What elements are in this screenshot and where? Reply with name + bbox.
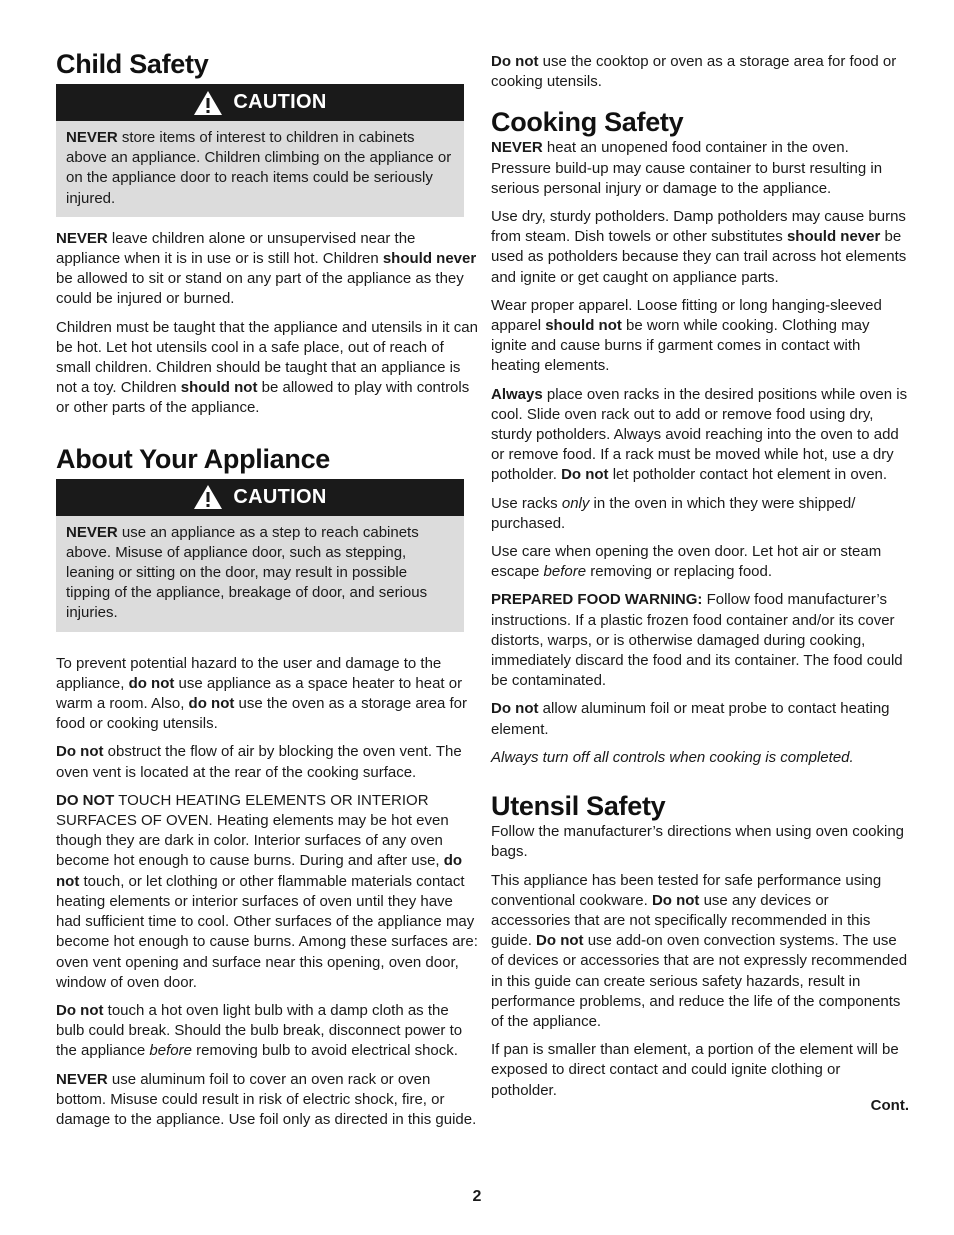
utensil-safety-heading: Utensil Safety (491, 791, 666, 822)
cooking-safety-body (491, 138, 909, 768)
warning-triangle-icon (193, 484, 223, 510)
caution-text: NEVER use an appliance as a step to reach cabinets above. Misuse of appliance door, such as stepping, leaning or sitting on the door, may result in possible tipping of the appliance, breakage of door, and serious injuries. (66, 523, 428, 622)
body-paragraph: Do not allow aluminum foil or meat probe to contact heating element. (491, 700, 890, 738)
child-safety-heading: Child Safety (56, 49, 209, 79)
left-column (56, 48, 478, 1138)
body-paragraph: Use dry, sturdy potholders. Damp potholders may cause burns from steam. Dish towels or other substitutes should never be used as potholders because they can trail across hot elements and ignite or get caught on appliance parts. (491, 208, 907, 286)
body-paragraph: DO NOT TOUCH HEATING ELEMENTS OR INTERIOR SURFACES OF OVEN. Heating elements may be hot even though they are dark in color. Interior surfaces of any oven become hot enough to cause burns. During and after use, do not touch, or let clothing or other flammable materials contact heating elements or interior surfaces of oven until they have had sufficient time to cool. Other surfaces of the appliance may become hot enough to cause burns. Among these surfaces are: oven vent opening and surface near this opening, oven door, window of oven door. (56, 791, 478, 991)
caution-label: CAUTION (233, 91, 327, 113)
body-paragraph: NEVER use aluminum foil to cover an oven rack or oven bottom. Misuse could result in risk of electric shock, fire, or damage to the appliance. Use foil only as directed in this guide. (56, 1070, 477, 1128)
body-paragraph: Always turn off all controls when cooking is completed. (491, 748, 854, 766)
body-paragraph: Use racks only in the oven in which they were shipped/ purchased. (491, 494, 856, 532)
page-number: 2 (472, 1188, 482, 1205)
about-appliance-body (56, 654, 478, 1130)
cooking-safety-heading: Cooking Safety (491, 107, 684, 138)
body-paragraph: PREPARED FOOD WARNING: Follow food manufacturer’s instructions. If a plastic frozen food container and/or its cover distorts, warps, or is otherwise damaged during cooking, immediately discard the food and its container. The food could be contaminated. (491, 591, 903, 690)
body-paragraph: NEVER leave children alone or unsupervised near the appliance when it is in use or is still hot. Children should never be allowed to sit or stand on any part of the appliance as they could be injured or burned. (56, 229, 477, 308)
caution-box (56, 516, 464, 632)
child-safety-body (56, 229, 478, 419)
caution-banner (56, 84, 464, 121)
body-paragraph: NEVER heat an unopened food container in the oven. Pressure build-up may cause container to burst resulting in serious personal injury or damage to the appliance. (491, 139, 883, 197)
body-paragraph: Children must be taught that the appliance and utensils in it can be hot. Let hot utensils cool in a safe place, out of reach of small children. Children should be taught that an appliance is not a toy. Children should not be allowed to play with controls or other parts of the appliance. (56, 318, 478, 417)
utensil-safety-body (491, 822, 909, 1101)
caution-text: NEVER store items of interest to children in cabinets above an appliance. Children climbing on the appliance or on the appliance door to reach items could be seriously injured. (66, 129, 452, 207)
warning-triangle-icon (193, 90, 223, 116)
right-column (491, 52, 909, 1114)
body-paragraph: Wear proper apparel. Loose fitting or long hanging-sleeved apparel should not be worn while cooking. Clothing may ignite and cause burns if garment comes in contact with heating elements. (491, 296, 882, 375)
caution-label: CAUTION (233, 485, 327, 508)
body-paragraph: If pan is smaller than element, a portion of the element will be exposed to direct contact and could ignite clothing or potholder. (491, 1041, 899, 1099)
body-paragraph: Follow the manufacturer’s directions when using oven cooking bags. (491, 823, 905, 861)
caution-box (56, 121, 464, 217)
body-paragraph: This appliance has been tested for safe performance using conventional cookware. Do not use any devices or accessories that are not specifically recommended in this guide. Do not use add-on oven convection systems. The use of devices or accessories that are not expressly recommended in this guide can create serious safety hazards, result in performance problems, and reduce the life of the components of the appliance. (491, 871, 908, 1030)
body-paragraph: Always place oven racks in the desired positions while oven is cool. Slide oven rack out to add or remove food using dry, sturdy potholders. Always avoid reaching into the oven to add or remove food. If a rack must be moved while hot, use a dry potholder. Do not let potholder contact hot element in oven. (491, 385, 908, 484)
continued-label: Cont. (870, 1096, 909, 1114)
caution-banner (56, 479, 464, 516)
intro-paragraph: Do not use the cooktop or oven as a storage area for food or cooking utensils. (491, 53, 897, 91)
about-appliance-heading: About Your Appliance (56, 443, 331, 474)
body-paragraph: Do not touch a hot oven light bulb with a damp cloth as the bulb could break. Should the bulb break, disconnect power to the appliance before removing bulb to avoid electrical shock. (56, 1001, 463, 1060)
body-paragraph: Use care when opening the oven door. Let hot air or steam escape before removing or replacing food. (491, 543, 882, 581)
body-paragraph: To prevent potential hazard to the user and damage to the appliance, do not use appliance as a space heater to heat or warm a room. Also, do not use the oven as a storage area for food or cooking utensils. (56, 654, 468, 733)
body-paragraph: Do not obstruct the flow of air by blocking the oven vent. The oven vent is located at the rear of the cooking surface. (56, 743, 462, 781)
